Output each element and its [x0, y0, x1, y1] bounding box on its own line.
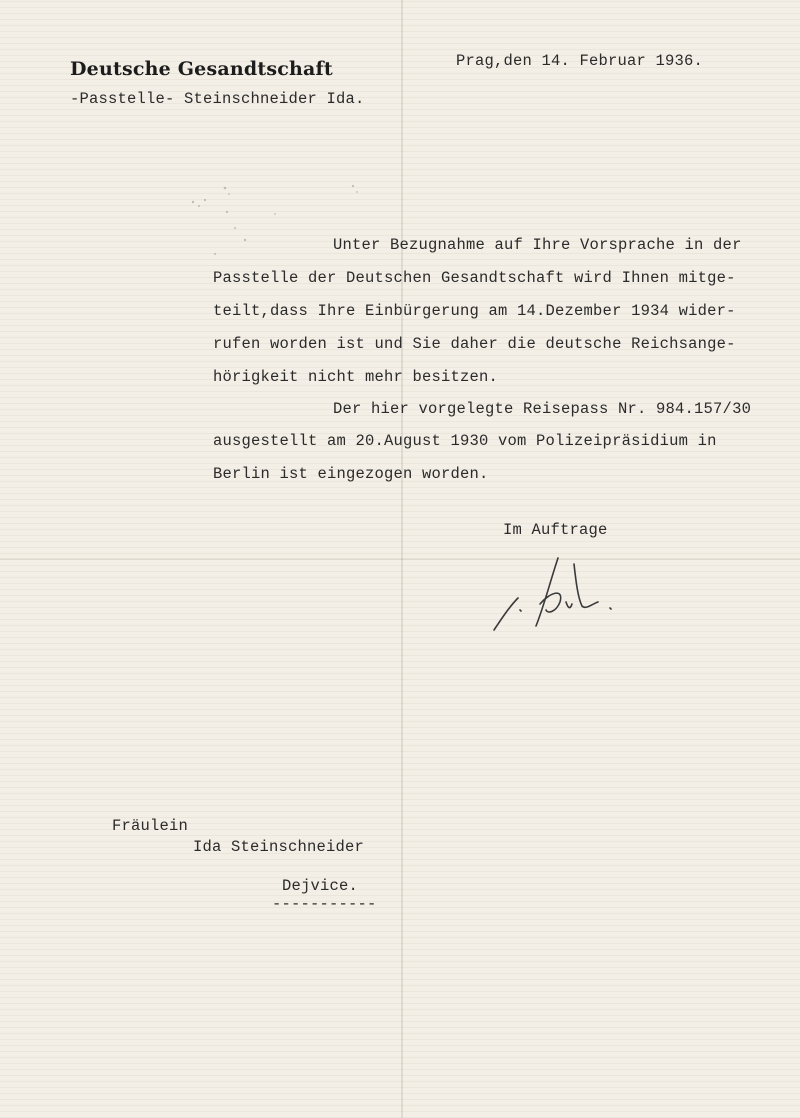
letterhead: Deutsche Gesandtschaft — [70, 58, 333, 80]
body-line-2: Passtelle der Deutschen Gesandtschaft wird Ihnen mitge- — [213, 269, 736, 287]
closing-phrase: Im Auftrage — [503, 521, 608, 539]
recipient-locality: Dejvice. — [282, 877, 359, 895]
body-line-6: Der hier vorgelegte Reisepass Nr. 984.157/30 — [333, 400, 752, 418]
handwritten-signature — [488, 552, 628, 637]
recipient-salutation: Fräulein — [112, 817, 189, 835]
body-line-8: Berlin ist eingezogen worden. — [213, 465, 489, 483]
dateline: Prag,den 14. Februar 1936. — [456, 52, 704, 70]
fold-line-horizontal — [0, 558, 800, 560]
reference-line: -Passtelle- Steinschneider Ida. — [70, 90, 365, 108]
body-line-7: ausgestellt am 20.August 1930 vom Polizeipräsidium in — [213, 432, 717, 450]
locality-underline: ----------- — [272, 895, 377, 913]
recipient-name: Ida Steinschneider — [193, 838, 365, 856]
body-line-5: hörigkeit nicht mehr besitzen. — [213, 368, 499, 386]
body-line-1: Unter Bezugnahme auf Ihre Vorsprache in der — [333, 236, 742, 254]
body-line-4: rufen worden ist und Sie daher die deutsche Reichsange- — [213, 335, 736, 353]
body-line-3: teilt,dass Ihre Einbürgerung am 14.Dezember 1934 wider- — [213, 302, 736, 320]
